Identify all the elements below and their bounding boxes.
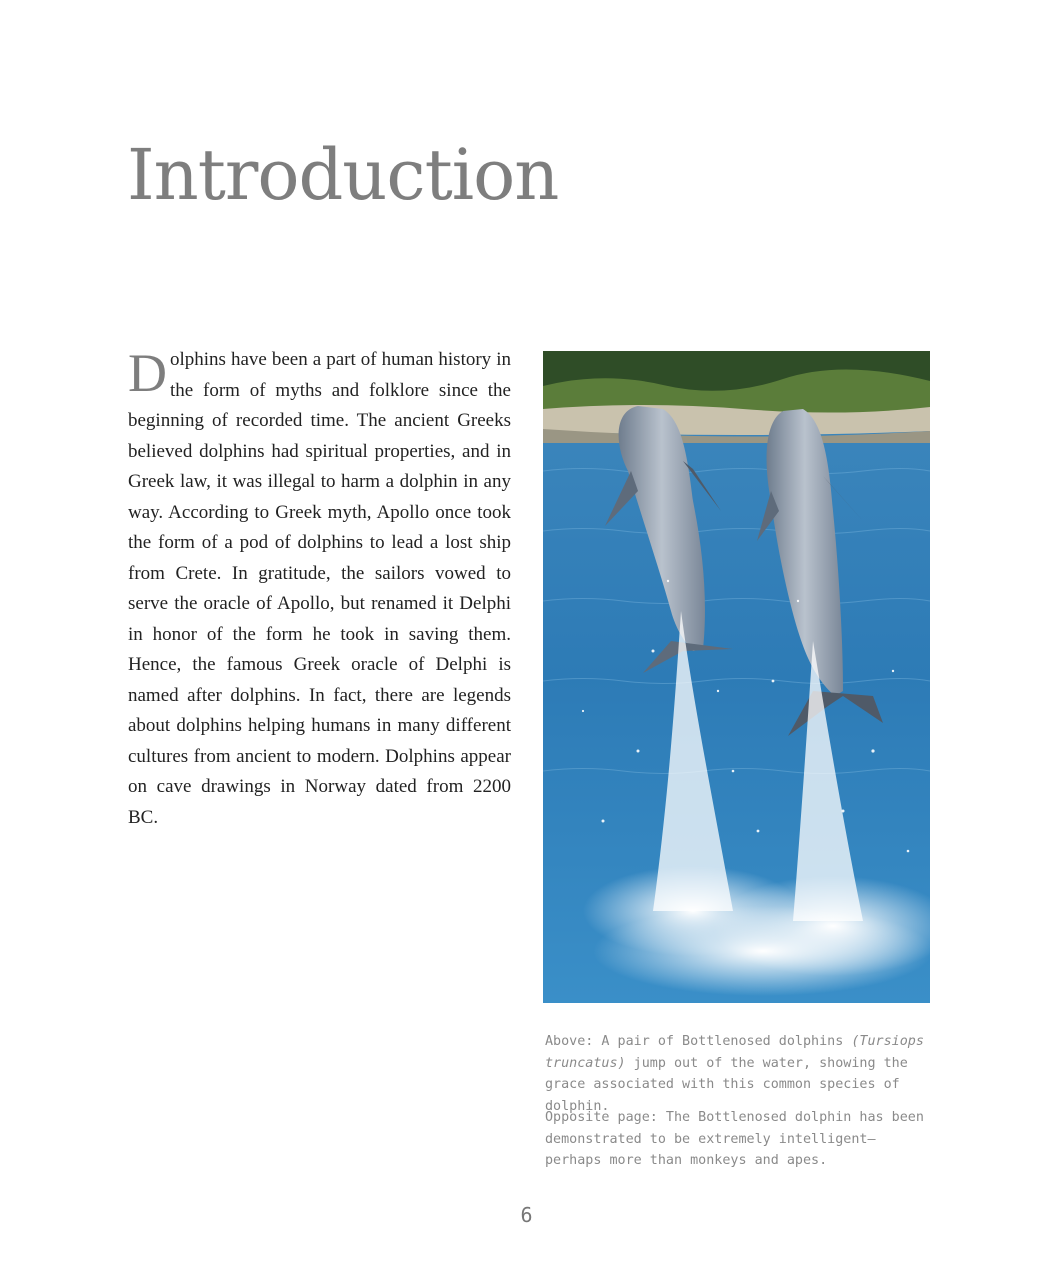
drop-cap: D [128, 343, 167, 403]
caption-above-prefix: Above: A pair of Bottlenosed dolphins [545, 1034, 852, 1049]
caption-species: (Tursiops truncatus) [545, 1034, 924, 1071]
page-title: Introduction [127, 134, 559, 216]
dolphins-photo [543, 351, 930, 1003]
caption-above-suffix: jump out of the water, showing the grace associated with this common species of dolphin. [545, 1055, 908, 1114]
body-paragraph [128, 345, 511, 833]
body-text: olphins have been a part of human history in the form of myths and folklore since the beginning of recorded time. The ancient Greeks believed dolphins had spiritual properties, and in Greek law, it was illegal to harm a dolphin in any way. According to Greek myth, Apollo once took the form of a pod of dolphins to lead a lost ship from Crete. In gratitude, the sailors vowed to serve the oracle of Apollo, but renamed it Delphi in honor of the form he took in saving them. Hence, the famous Greek oracle of Delphi is named after dolphins. In fact, there are legends about dolphins helping humans in many different cultures from ancient to modern. Dolphins appear on cave drawings in Norway dated from 2200 BC. [128, 349, 511, 828]
page-number: 6 [520, 1203, 533, 1227]
caption-above [545, 1031, 930, 1117]
dolphins-illustration [543, 351, 930, 1003]
caption-opposite: Opposite page: The Bottlenosed dolphin has been demonstrated to be extremely intelligent—perhaps more than monkeys and apes. [545, 1110, 924, 1168]
